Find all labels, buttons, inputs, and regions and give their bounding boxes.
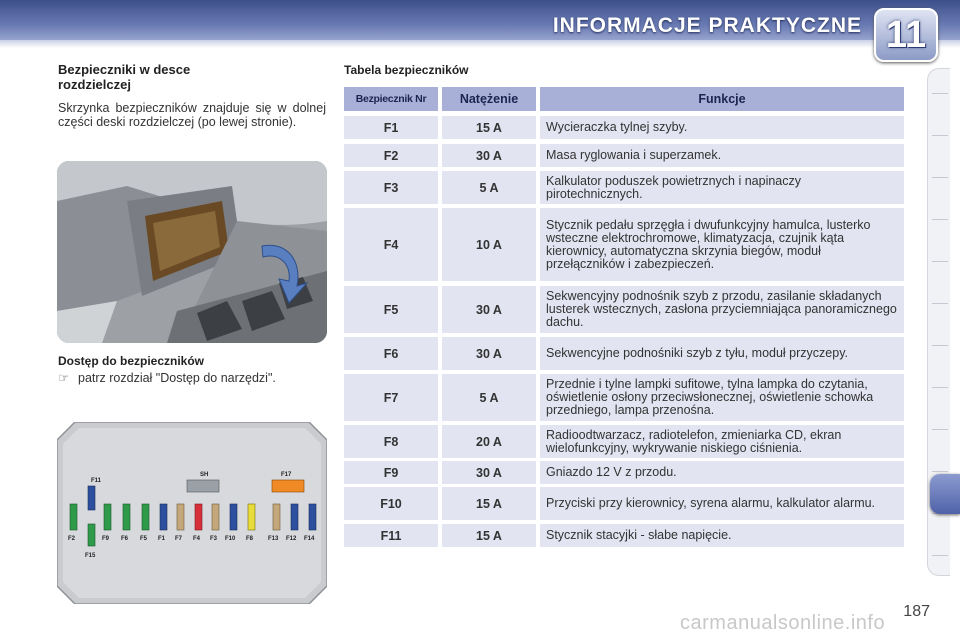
fuse-label: F14 — [304, 536, 315, 542]
function-cell: Sekwencyjny podnośnik szyb z przodu, zasilanie składanych lusterek wstecznych, zasłona przyciemniająca panoramicznego dachu. — [540, 286, 904, 333]
fuse-box-diagram — [57, 422, 327, 604]
access-bullet-text: patrz rozdział "Dostęp do narzędzi". — [78, 371, 276, 385]
function-cell: Przednie i tylne lampki sufitowe, tylna lampka do czytania, oświetlenie osłony przeciwsłonecznej, oświetlenie schowka przedniego, lampa przenośna. — [540, 374, 904, 421]
access-bullet — [58, 370, 276, 385]
fuse-number-cell: F7 — [344, 374, 438, 421]
fuse-f1 — [160, 504, 167, 530]
function-cell: Wycieraczka tylnej szyby. — [540, 116, 904, 139]
table-row — [344, 337, 904, 370]
active-chapter-tab[interactable] — [930, 474, 960, 514]
dashboard-illustration — [57, 161, 327, 343]
amperage-cell: 30 A — [442, 144, 536, 167]
table-row — [344, 208, 904, 281]
function-cell: Kalkulator poduszek powietrznych i napinaczy pirotechnicznych. — [540, 171, 904, 204]
column-header: Funkcje — [540, 87, 904, 111]
fuse-f6 — [123, 504, 130, 530]
fuse-number-cell: F4 — [344, 208, 438, 281]
tab-divider — [932, 177, 948, 178]
tab-divider — [932, 135, 948, 136]
fuse-f10 — [230, 504, 237, 530]
table-header-row — [344, 87, 904, 111]
column-header: Bezpiecznik Nr — [344, 87, 438, 111]
fuse-label: F9 — [102, 536, 110, 542]
fuse-f5 — [142, 504, 149, 530]
fuse-label: F17 — [281, 472, 292, 478]
table-row — [344, 171, 904, 204]
tab-divider — [932, 219, 948, 220]
fuse-number-cell: F9 — [344, 461, 438, 484]
access-title: Dostęp do bezpieczników — [58, 354, 205, 368]
fuse-f13 — [273, 504, 280, 530]
fuse-label: F4 — [193, 536, 201, 542]
fuse-label: F5 — [140, 536, 148, 542]
dashboard-photo — [57, 161, 327, 343]
function-cell: Gniazdo 12 V z przodu. — [540, 461, 904, 484]
fuse-label: F13 — [268, 536, 279, 542]
fuse-label: F7 — [175, 536, 183, 542]
fuse-label: F6 — [121, 536, 129, 542]
amperage-cell: 5 A — [442, 374, 536, 421]
fuse-f2 — [70, 504, 77, 530]
fuse-number-cell: F6 — [344, 337, 438, 370]
fuse-f3 — [212, 504, 219, 530]
chapter-title: INFORMACJE PRAKTYCZNE — [552, 14, 862, 37]
fuse-f8 — [248, 504, 255, 530]
column-header: Natężenie — [442, 87, 536, 111]
amperage-cell: 5 A — [442, 171, 536, 204]
fuse-number-cell: F8 — [344, 425, 438, 458]
fuse-label: F11 — [91, 478, 102, 484]
fuse-number-cell: F5 — [344, 286, 438, 333]
function-cell: Przyciski przy kierownicy, syrena alarmu, kalkulator alarmu. — [540, 487, 904, 520]
amperage-cell: 30 A — [442, 286, 536, 333]
chapter-number-badge — [874, 8, 938, 62]
fuse-number-cell: F1 — [344, 116, 438, 139]
table-row — [344, 425, 904, 458]
amperage-cell: 20 A — [442, 425, 536, 458]
table-row — [344, 524, 904, 547]
fuse-number-cell: F11 — [344, 524, 438, 547]
table-row — [344, 144, 904, 167]
fuse-label: SH — [200, 472, 209, 478]
tab-divider — [932, 345, 948, 346]
table-row — [344, 487, 904, 520]
amperage-cell: 30 A — [442, 337, 536, 370]
tab-divider — [932, 471, 948, 472]
fuse-f15 — [88, 524, 95, 546]
fuse-f7 — [177, 504, 184, 530]
fuse-f17 — [272, 480, 304, 492]
shunt-sh — [187, 480, 219, 492]
fuse-f11 — [88, 486, 95, 510]
fuse-label: F2 — [68, 536, 76, 542]
amperage-cell: 30 A — [442, 461, 536, 484]
amperage-cell: 15 A — [442, 487, 536, 520]
tab-divider — [932, 261, 948, 262]
function-cell: Stycznik stacyjki - słabe napięcie. — [540, 524, 904, 547]
amperage-cell: 15 A — [442, 524, 536, 547]
fuse-label: F15 — [85, 553, 96, 559]
table-row — [344, 461, 904, 484]
chapter-number: 11 — [885, 14, 927, 56]
function-cell: Sekwencyjne podnośniki szyb z tyłu, moduł przyczepy. — [540, 337, 904, 370]
amperage-cell: 15 A — [442, 116, 536, 139]
header-shine — [0, 40, 960, 48]
tab-divider — [932, 303, 948, 304]
fuse-number-cell: F3 — [344, 171, 438, 204]
table-title: Tabela bezpieczników — [344, 63, 469, 77]
function-cell: Masa ryglowania i superzamek. — [540, 144, 904, 167]
function-cell: Radioodtwarzacz, radiotelefon, zmieniarka CD, ekran wielofunkcyjny, wykrywanie niskiego ciśnienia. — [540, 425, 904, 458]
amperage-cell: 10 A — [442, 208, 536, 281]
fuse-label: F12 — [286, 536, 297, 542]
page-header — [0, 0, 960, 52]
fuse-label: F10 — [225, 536, 236, 542]
fuse-f4 — [195, 504, 202, 530]
section-title: Bezpieczniki w desce rozdzielczej — [58, 62, 191, 92]
fuse-label: F8 — [246, 536, 254, 542]
fuse-f14 — [309, 504, 316, 530]
fuse-number-cell: F2 — [344, 144, 438, 167]
fuse-layout-drawing — [57, 422, 327, 604]
tab-divider — [932, 93, 948, 94]
table-row — [344, 116, 904, 139]
tab-divider — [932, 429, 948, 430]
tab-divider — [932, 555, 948, 556]
table-row — [344, 286, 904, 333]
function-cell: Stycznik pedału sprzęgła i dwufunkcyjny hamulca, lusterko wsteczne elektrochromowe, klimatyzacja, czujnik kąta kierownicy, automatyczna skrzynia biegów, moduł przełączników i zabezpieczeń. — [540, 208, 904, 281]
tab-divider — [932, 387, 948, 388]
table-row — [344, 374, 904, 421]
pointing-hand-icon: ☞ — [58, 371, 70, 385]
fuse-f9 — [104, 504, 111, 530]
page-number: 187 — [903, 603, 930, 620]
fuse-number-cell: F10 — [344, 487, 438, 520]
section-body: Skrzynka bezpieczników znajduje się w dolnej części deski rozdzielczej (po lewej stronie). — [58, 101, 326, 129]
fuse-f12 — [291, 504, 298, 530]
watermark: carmanualsonline.info — [680, 612, 886, 634]
fuse-label: F1 — [158, 536, 166, 542]
fuse-label: F3 — [210, 536, 218, 542]
